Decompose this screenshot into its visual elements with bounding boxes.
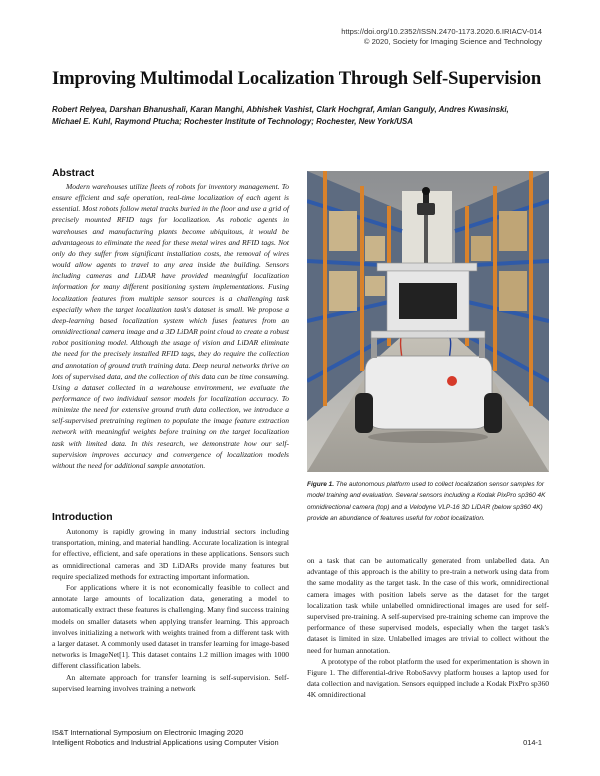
figure-1-photo: [307, 171, 549, 472]
paper-title: Improving Multimodal Localization Through Self-Supervision: [52, 68, 542, 89]
page-header: [341, 27, 542, 47]
author-list: [52, 104, 552, 128]
right-paragraph-2: A prototype of the robot platform the used for experimentation is shown in Figure 1. The differential-drive RoboSavvy platform houses a laptop used for data collection and navigation. Sensors equipped include a Kodak PixPro sp360 4K omnidirectional: [307, 656, 549, 700]
intro-paragraph-1: Autonomy is rapidly growing in many industrial sectors including transportation, mining, and material handling. Accurate localization is integral for effective, efficient, and safe operations in these applications. Sensors such as omnidirectional cameras and 3D LiDARs provide many features but require specialized methods for extracting important information.: [52, 527, 289, 581]
figure-label: Figure 1.: [307, 481, 335, 488]
abstract-heading: Abstract: [52, 168, 95, 179]
abstract-text: [52, 181, 289, 471]
copyright-notice: © 2020, Society for Imaging Science and Technology: [363, 37, 542, 46]
symposium-name: IS&T International Symposium on Electronic Imaging 2020: [52, 728, 244, 737]
figure-1-caption: [307, 479, 549, 525]
intro-paragraph-3: An alternate approach for transfer learning is self-supervision. Self-supervised learning involves training a network: [52, 672, 289, 693]
right-paragraph-1: on a task that can be automatically generated from unlabelled data. An advantage of this approach is the ability to pre-train a network using data from the same modality as the target task. In the case of this work, omnidirectional camera images with position labels serve as the dataset for the target localization task while unlabelled omnidirectional images are used for self-supervised pre-training. A self-supervised pre-training scheme can improve the performance of these supervised models, especially when the target task's dataset is limited in size. Unlabelled images are trivial to collect without the need for human annotation.: [307, 556, 549, 655]
intro-paragraph-2: For applications where it is not economically feasible to collect and annotate large amounts of localization data, generating a model to automatically extract these features is challenging. Many find success training models on smaller datasets when applying transfer learning. This approach involves initializing a network with weights trained from a different task with a larger dataset. A commonly used dataset in transfer learning for image-based networks is ImageNet[1]. This dataset contains 1.2 million images with 1000 different classification labels.: [52, 583, 289, 671]
page-number: 014-1: [523, 738, 542, 747]
introduction-heading: Introduction: [52, 512, 113, 523]
figure-caption-text: The autonomous platform used to collect localization sensor samples for model training and evaluation. Several sensors including a Kodak PixPro sp360 4K omnidirectional camera (top) and a Velodyne VLP-16 3D LiDAR (below sp360 4K) provide an abundance of features useful for robot localization.: [307, 481, 546, 523]
warehouse-robot-illustration: [307, 171, 549, 472]
right-column-text: [307, 555, 549, 701]
doi-link[interactable]: https://doi.org/10.2352/ISSN.2470-1173.2020.6.IRIACV-014: [341, 27, 542, 36]
page-footer: [52, 728, 279, 747]
conference-track: Intelligent Robotics and Industrial Applications using Computer Vision: [52, 737, 279, 747]
introduction-text: [52, 526, 289, 694]
abstract-paragraph: Modern warehouses utilize fleets of robots for inventory management. To ensure efficient and safe operation, real-time localization of each agent is essential. Most robots follow metal tracks buried in the floor and use a grid of precisely mounted RFID tags for localization. As robotic agents in warehouses and manufacturing plants become ubiquitous, it would be advantageous to eliminate the need for these metal wires and RFID tags. Not only do they suffer from significant installation costs, the removal of wires would allow agents to travel to any area inside the building. Sensors including cameras and LiDAR have provided meaningful localization information for many different positioning system implementations. Fusing localization features from multiple sensor sources is a challenging task especially when the target localization task's dataset is small. We propose a deep-learning based localization system which fuses features from an omnidirectional camera image and a 3D LiDAR point cloud to create a robust robot positioning model. Although the usage of vision and LiDAR eliminate the need for the precisely installed RFID tags, they do require the collection and annotation of ground truth training data. Deep neural networks thrive on lots of supervised data, and the collection of this data can be time consuming. Using a dataset collected in a warehouse environment, we evaluate the performance of two individual sensor models for localization accuracy. To minimize the need for extensive ground truth data collection, we introduce a self-supervised pretraining regimen to populate the image feature extraction network with meaningful weights before training on the target localization task with limited data. In this research, we demonstrate how our self-supervision improves accuracy and convergence of localization models without the need for additional sample annotation.: [52, 182, 289, 470]
author-line-1: Robert Relyea, Darshan Bhanushali, Karan Manghi, Abhishek Vashist, Clark Hochgraf, Amlan Ganguly, Andres Kwasinski,: [52, 105, 509, 114]
author-line-2: Michael E. Kuhl, Raymond Ptucha; Rochester Institute of Technology; Rochester, New York/USA: [52, 117, 413, 126]
